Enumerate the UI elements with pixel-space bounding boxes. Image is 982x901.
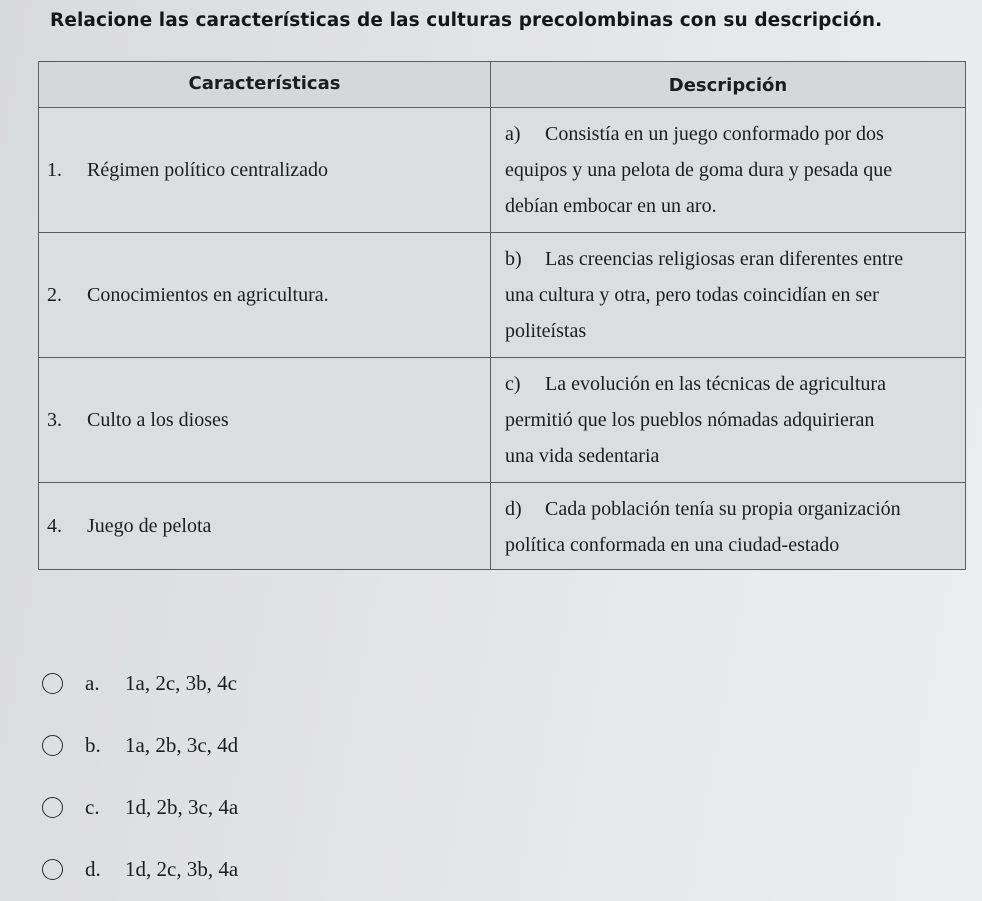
option-letter: a. <box>85 670 100 695</box>
option-letter: b. <box>85 732 101 757</box>
description-text: Las creencias religiosas eran diferentes entre <box>545 248 904 270</box>
option-a[interactable] <box>42 652 238 714</box>
characteristic-number: 2. <box>47 284 62 306</box>
description-line <box>505 491 959 527</box>
description-line: una vida sedentaria <box>505 445 660 467</box>
characteristic-text: Conocimientos en agricultura. <box>87 284 329 306</box>
option-c[interactable] <box>42 776 238 838</box>
description-line: politeístas <box>505 320 587 342</box>
option-text: 1d, 2b, 3c, 4a <box>125 794 239 819</box>
description-text: Consistía en un juego conformado por dos <box>545 123 884 145</box>
description-cell-b <box>491 233 965 358</box>
option-d[interactable] <box>42 838 238 900</box>
description-line: política conformada en una ciudad-estado <box>505 534 840 556</box>
description-cell-a <box>491 108 965 233</box>
description-cell-c <box>491 358 965 483</box>
description-line <box>505 116 959 152</box>
characteristic-cell-1 <box>39 108 491 233</box>
description-line <box>505 241 959 277</box>
radio-unchecked-icon[interactable] <box>42 735 63 756</box>
characteristic-cell-4 <box>39 483 491 569</box>
description-line <box>505 366 959 402</box>
description-text: Cada población tenía su propia organización <box>545 498 901 520</box>
characteristic-text: Juego de pelota <box>87 515 212 537</box>
description-letter: d) <box>505 498 522 520</box>
characteristic-number: 1. <box>47 159 62 181</box>
description-line: una cultura y otra, pero todas coincidían en ser <box>505 284 879 306</box>
matching-table <box>38 61 966 570</box>
radio-unchecked-icon[interactable] <box>42 673 63 694</box>
characteristic-text: Régimen político centralizado <box>87 159 329 181</box>
description-line: debían embocar en un aro. <box>505 195 717 217</box>
option-text: 1a, 2c, 3b, 4c <box>125 670 237 695</box>
description-cell-d <box>491 483 965 569</box>
description-letter: a) <box>505 123 521 145</box>
header-characteristics: Características <box>39 62 491 108</box>
question-text: Relacione las características de las culturas precolombinas con su descripción. <box>50 10 883 31</box>
description-letter: c) <box>505 373 521 395</box>
characteristic-number: 3. <box>47 409 62 431</box>
option-letter: c. <box>85 794 100 819</box>
description-text: La evolución en las técnicas de agricultura <box>545 373 886 395</box>
header-description: Descripción <box>491 62 965 108</box>
radio-unchecked-icon[interactable] <box>42 859 63 880</box>
answer-options <box>42 652 238 900</box>
option-text: 1a, 2b, 3c, 4d <box>125 732 239 757</box>
description-letter: b) <box>505 248 522 270</box>
option-text: 1d, 2c, 3b, 4a <box>125 856 239 881</box>
option-b[interactable] <box>42 714 238 776</box>
description-line: equipos y una pelota de goma dura y pesada que <box>505 159 893 181</box>
characteristic-number: 4. <box>47 515 62 537</box>
characteristic-cell-3 <box>39 358 491 483</box>
characteristic-cell-2 <box>39 233 491 358</box>
characteristic-text: Culto a los dioses <box>87 409 229 431</box>
option-letter: d. <box>85 856 101 881</box>
radio-unchecked-icon[interactable] <box>42 797 63 818</box>
description-line: permitió que los pueblos nómadas adquirieran <box>505 409 875 431</box>
